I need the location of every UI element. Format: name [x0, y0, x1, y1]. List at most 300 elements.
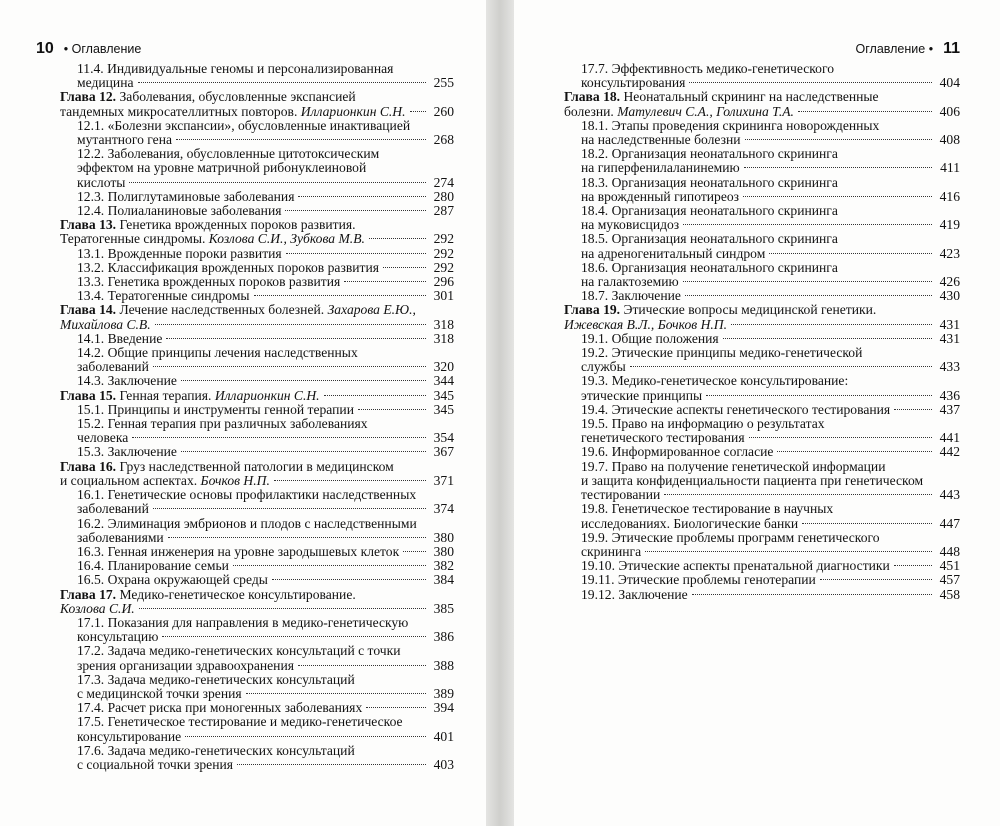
toc-line-text: 19.7. Право на получение генетической информации — [581, 458, 886, 474]
toc-line — [581, 531, 960, 545]
toc-line — [77, 417, 454, 431]
toc-line-content — [77, 261, 379, 275]
toc-line-text: 13.1. Врожденные пороки развития — [77, 245, 282, 261]
toc-page-number: 458 — [939, 586, 960, 602]
toc-line — [581, 176, 960, 190]
toc-page-number: 436 — [939, 387, 960, 403]
book-gutter — [486, 0, 514, 826]
toc-line-content — [60, 318, 151, 332]
toc-line — [581, 573, 960, 587]
toc-line-content — [581, 332, 719, 346]
dot-leader — [744, 167, 932, 168]
toc-line-content — [77, 190, 294, 204]
toc-line-text: на наследственные болезни — [581, 132, 741, 148]
toc-section-entry — [60, 332, 454, 346]
toc-line-text: 17.4. Расчет риска при моногенных заболеваниях — [77, 700, 363, 716]
toc-line-content — [77, 431, 128, 445]
toc-line-text: 18.7. Заключение — [581, 288, 681, 304]
toc-line — [581, 431, 960, 445]
dot-leader — [358, 409, 426, 410]
toc-chapter-entry — [60, 588, 454, 616]
dot-leader — [630, 366, 932, 367]
toc-line-text: Этические вопросы медицинской генетики. — [623, 302, 877, 318]
dot-leader — [383, 267, 426, 268]
toc-section-entry — [564, 403, 960, 417]
toc-line — [77, 659, 454, 673]
toc-line-text: 16.5. Охрана окружающей среды — [77, 572, 268, 588]
toc-page-number: 301 — [433, 288, 454, 304]
toc-line-text: 19.1. Общие положения — [581, 330, 719, 346]
dot-leader — [645, 551, 932, 552]
toc-line-content — [77, 730, 181, 744]
dot-leader — [802, 523, 932, 524]
right-toc — [564, 62, 960, 602]
dot-leader — [689, 82, 932, 83]
toc-line — [77, 630, 454, 644]
toc-section-entry — [60, 644, 454, 672]
toc-section-entry — [564, 588, 960, 602]
dot-leader — [237, 764, 426, 765]
toc-line-text: 19.5. Право на информацию о результатах — [581, 416, 825, 432]
toc-page-number: 274 — [433, 174, 454, 190]
toc-page-number: 451 — [939, 558, 960, 574]
toc-line — [581, 62, 960, 76]
toc-page-number: 403 — [433, 756, 454, 772]
toc-line — [77, 715, 454, 729]
toc-line-content — [77, 176, 125, 190]
toc-line-text: и защита конфиденциальности пациента при генетическом — [581, 472, 924, 488]
toc-page-number: 431 — [939, 316, 960, 332]
toc-line — [581, 119, 960, 133]
toc-page-number: 431 — [939, 330, 960, 346]
toc-section-entry — [60, 517, 454, 545]
dot-leader — [769, 253, 932, 254]
toc-line — [77, 488, 454, 502]
toc-section-entry — [60, 559, 454, 573]
toc-section-entry — [60, 715, 454, 743]
toc-page-number: 394 — [433, 700, 454, 716]
toc-section-entry — [564, 176, 960, 204]
toc-line — [564, 105, 960, 119]
toc-line — [60, 588, 454, 602]
toc-line — [77, 559, 454, 573]
toc-line-text: 19.8. Генетическое тестирование в научных — [581, 501, 834, 517]
toc-line-content — [60, 232, 365, 246]
chapter-label: Глава 15. — [60, 387, 117, 403]
toc-line — [581, 161, 960, 175]
dot-leader — [723, 338, 932, 339]
toc-line-text: мутантного гена — [77, 132, 172, 148]
toc-line-text: 16.4. Планирование семьи — [77, 558, 229, 574]
toc-line-text: 15.1. Принципы и инструменты генной терапии — [77, 401, 354, 417]
toc-line — [581, 374, 960, 388]
dot-leader — [233, 565, 426, 566]
toc-section-entry — [60, 190, 454, 204]
dot-leader — [139, 608, 426, 609]
toc-section-entry — [60, 573, 454, 587]
dot-leader — [683, 224, 932, 225]
dot-leader — [731, 324, 932, 325]
toc-line — [77, 204, 454, 218]
toc-line-text: с медицинской точки зрения — [77, 685, 242, 701]
toc-line-text: исследованиях. Биологические банки — [581, 515, 799, 531]
toc-line-text: 17.1. Показания для направления в медико-генетическую — [77, 614, 409, 630]
toc-section-entry — [564, 531, 960, 559]
toc-line — [581, 147, 960, 161]
toc-line-content — [581, 275, 679, 289]
toc-page-number: 385 — [433, 600, 454, 616]
toc-line-text: 14.2. Общие принципы лечения наследственных — [77, 345, 358, 361]
toc-line-content — [77, 204, 281, 218]
dot-leader — [685, 295, 932, 296]
toc-section-entry — [564, 232, 960, 260]
toc-section-entry — [564, 346, 960, 374]
toc-line-text: болезни. — [564, 103, 614, 119]
toc-line — [581, 275, 960, 289]
dot-leader — [743, 196, 932, 197]
toc-page-number: 437 — [939, 401, 960, 417]
toc-line — [581, 332, 960, 346]
toc-section-entry — [564, 332, 960, 346]
toc-line — [77, 275, 454, 289]
toc-page-number: 406 — [939, 103, 960, 119]
toc-page-number: 441 — [939, 430, 960, 446]
toc-page-number: 292 — [433, 231, 454, 247]
toc-section-entry — [564, 62, 960, 90]
dot-leader — [246, 693, 426, 694]
toc-line — [60, 602, 454, 616]
toc-line — [77, 673, 454, 687]
toc-section-entry — [564, 417, 960, 445]
toc-line-text: 12.4. Полиаланиновые заболевания — [77, 203, 282, 219]
chapter-label: Глава 13. — [60, 217, 117, 233]
toc-page-number: 260 — [433, 103, 454, 119]
toc-section-entry — [564, 204, 960, 232]
toc-line-text: консультирования — [581, 75, 686, 91]
toc-section-entry — [564, 559, 960, 573]
toc-line — [581, 190, 960, 204]
toc-line-text: 18.3. Организация неонатального скрининга — [581, 174, 838, 190]
toc-page-number: 401 — [433, 728, 454, 744]
toc-line-content — [581, 431, 745, 445]
toc-line-text: на муковисцидоз — [581, 217, 680, 233]
toc-chapter-entry — [60, 218, 454, 246]
toc-line — [581, 488, 960, 502]
toc-line — [564, 90, 960, 104]
toc-line-content — [60, 474, 270, 488]
toc-line-text: тандемных микросателлитных повторов. — [60, 103, 298, 119]
toc-line — [77, 687, 454, 701]
toc-line — [77, 730, 454, 744]
toc-line — [581, 133, 960, 147]
toc-section-entry — [564, 119, 960, 147]
toc-line — [77, 502, 454, 516]
toc-page-number: 380 — [433, 529, 454, 545]
toc-line — [60, 460, 454, 474]
dot-leader — [820, 579, 932, 580]
toc-line-text: Генная терапия. — [119, 387, 212, 403]
toc-page-number: 442 — [939, 444, 960, 460]
toc-line-content — [581, 588, 688, 602]
toc-line-text: 13.4. Тератогенные синдромы — [77, 288, 250, 304]
toc-line-text: 16.2. Элиминация эмбрионов и плодов с наследственными — [77, 515, 417, 531]
toc-section-entry — [564, 147, 960, 175]
toc-page-number: 367 — [433, 444, 454, 460]
dot-leader — [366, 707, 426, 708]
toc-page-number: 280 — [433, 188, 454, 204]
dot-leader — [749, 437, 932, 438]
dot-leader — [894, 565, 932, 566]
toc-line — [581, 445, 960, 459]
dot-leader — [777, 451, 932, 452]
dot-leader — [176, 139, 426, 140]
toc-line-content — [581, 445, 773, 459]
left-toc — [60, 62, 454, 772]
toc-page-number: 457 — [939, 572, 960, 588]
toc-page-number: 426 — [939, 274, 960, 290]
toc-line-text: 18.2. Организация неонатального скрининга — [581, 146, 838, 162]
toc-line — [581, 360, 960, 374]
toc-line-text: службы — [581, 359, 626, 375]
left-page — [0, 0, 486, 826]
right-page-number: 11 — [943, 40, 960, 57]
toc-line-content — [77, 403, 354, 417]
toc-line-content — [581, 161, 740, 175]
toc-line — [77, 147, 454, 161]
toc-line — [77, 644, 454, 658]
toc-line-content — [564, 318, 727, 332]
toc-line-content — [581, 389, 702, 403]
dot-leader — [132, 437, 426, 438]
toc-line-text: этические принципы — [581, 387, 703, 403]
toc-line — [60, 105, 454, 119]
toc-chapter-entry — [60, 303, 454, 331]
toc-section-entry — [564, 573, 960, 587]
toc-section-entry — [60, 701, 454, 715]
toc-page-number: 443 — [939, 487, 960, 503]
toc-line-content — [581, 573, 816, 587]
toc-line-text: заболеваний — [77, 501, 149, 517]
toc-line — [77, 445, 454, 459]
chapter-author: Матулевич С.А., Голихина Т.А. — [617, 103, 794, 119]
toc-line-content — [77, 545, 399, 559]
toc-line — [77, 374, 454, 388]
toc-line — [77, 616, 454, 630]
dot-leader — [664, 494, 932, 495]
dot-leader — [162, 636, 426, 637]
toc-line — [77, 758, 454, 772]
toc-line-content — [77, 76, 134, 90]
toc-line-text: Груз наследственной патологии в медицинском — [119, 458, 394, 474]
chapter-label: Глава 18. — [564, 89, 621, 105]
toc-line-content — [77, 758, 233, 772]
toc-line-content — [60, 105, 406, 119]
toc-line-content — [581, 76, 685, 90]
toc-page-number: 384 — [433, 572, 454, 588]
toc-line — [77, 517, 454, 531]
toc-line-content — [77, 247, 282, 261]
toc-line-text: заболеваниями — [77, 529, 164, 545]
chapter-author: Козлова С.И. — [60, 600, 135, 616]
toc-page-number: 433 — [939, 359, 960, 375]
toc-line-text: 18.6. Организация неонатального скрининга — [581, 259, 838, 275]
toc-section-entry — [60, 616, 454, 644]
toc-line-text: 14.1. Введение — [77, 330, 163, 346]
toc-line-text: и социальном аспектах. — [60, 472, 198, 488]
toc-line — [77, 346, 454, 360]
toc-line — [581, 559, 960, 573]
toc-line-content — [581, 133, 741, 147]
toc-line — [581, 247, 960, 261]
toc-line-content — [77, 374, 177, 388]
toc-page-number: 382 — [433, 558, 454, 574]
toc-section-entry — [564, 374, 960, 402]
toc-line — [77, 431, 454, 445]
chapter-author: Михайлова С.В. — [60, 316, 151, 332]
toc-page-number: 296 — [433, 274, 454, 290]
toc-line-content — [564, 105, 794, 119]
toc-line-text: 19.11. Этические проблемы генотерапии — [581, 572, 816, 588]
dot-leader — [153, 508, 426, 509]
toc-line-text: на галактоземию — [581, 274, 679, 290]
toc-line-text: 16.1. Генетические основы профилактики наследственных — [77, 487, 417, 503]
toc-page-number: 371 — [433, 472, 454, 488]
toc-section-entry — [60, 545, 454, 559]
toc-line-text: 12.1. «Болезни экспансии», обусловленные инактивацией — [77, 117, 411, 133]
toc-section-entry — [60, 247, 454, 261]
toc-line-content — [581, 360, 626, 374]
toc-line — [581, 545, 960, 559]
dot-leader — [410, 111, 426, 112]
dot-leader — [274, 480, 426, 481]
toc-line — [77, 332, 454, 346]
toc-section-entry — [60, 374, 454, 388]
toc-section-entry — [60, 673, 454, 701]
toc-line-text: Неонатальный скрининг на наследственные — [623, 89, 879, 105]
toc-line-content — [581, 545, 641, 559]
toc-line — [581, 588, 960, 602]
toc-line-text: 18.1. Этапы проведения скрининга новорожденных — [581, 117, 880, 133]
dot-leader — [298, 665, 426, 666]
chapter-author: Ижевская В.Л., Бочков Н.П. — [564, 316, 728, 332]
toc-page-number: 292 — [433, 259, 454, 275]
toc-line-text: медицина — [77, 75, 134, 91]
toc-section-entry — [564, 261, 960, 289]
chapter-author: Бочков Н.П. — [200, 472, 270, 488]
toc-line — [60, 232, 454, 246]
dot-leader — [894, 409, 932, 410]
toc-line — [581, 346, 960, 360]
dot-leader — [254, 295, 426, 296]
toc-line-text: 18.5. Организация неонатального скрининга — [581, 231, 838, 247]
toc-line-content — [77, 701, 362, 715]
dot-leader — [129, 182, 426, 183]
toc-line-text: на адреногенитальный синдром — [581, 245, 766, 261]
toc-line-text: с социальной точки зрения — [77, 756, 234, 772]
dot-leader — [683, 281, 932, 282]
toc-line-text: Лечение наследственных болезней. — [119, 302, 325, 318]
toc-page-number: 320 — [433, 359, 454, 375]
toc-line — [581, 460, 960, 474]
toc-line-text: 15.2. Генная терапия при различных заболеваниях — [77, 416, 368, 432]
toc-line — [581, 474, 960, 488]
toc-line-text: тестировании — [581, 487, 661, 503]
toc-page-number: 389 — [433, 685, 454, 701]
toc-line — [581, 289, 960, 303]
toc-page-number: 318 — [433, 330, 454, 346]
toc-line-content — [77, 559, 229, 573]
toc-line-text: консультацию — [77, 629, 159, 645]
toc-line — [564, 318, 960, 332]
chapter-author: Илларионкин С.Н. — [214, 387, 320, 403]
toc-page-number: 268 — [433, 132, 454, 148]
toc-line — [60, 474, 454, 488]
toc-page-number: 408 — [939, 132, 960, 148]
toc-line-content — [581, 247, 765, 261]
toc-page-number: 448 — [939, 543, 960, 559]
chapter-author: Илларионкин С.Н. — [300, 103, 406, 119]
toc-line-content — [77, 275, 340, 289]
toc-line-content — [77, 133, 172, 147]
dot-leader — [706, 395, 932, 396]
toc-line-content — [581, 517, 798, 531]
toc-line-text: 19.12. Заключение — [581, 586, 688, 602]
toc-page-number: 255 — [433, 75, 454, 91]
toc-section-entry — [60, 346, 454, 374]
toc-line-content — [77, 289, 250, 303]
toc-page-number: 374 — [433, 501, 454, 517]
toc-line-text: 19.2. Этические принципы медико-генетической — [581, 345, 863, 361]
toc-line — [60, 218, 454, 232]
toc-line-text: Медико-генетическое консультирование. — [119, 586, 356, 602]
chapter-author: Козлова С.И., Зубкова М.В. — [208, 231, 365, 247]
toc-line-text: 17.7. Эффективность медико-генетического — [581, 61, 834, 76]
toc-line-text: на врожденный гипотиреоз — [581, 188, 740, 204]
toc-line-text: 17.5. Генетическое тестирование и медико-генетическое — [77, 714, 403, 730]
toc-line — [77, 360, 454, 374]
toc-line — [77, 545, 454, 559]
toc-line-content — [581, 190, 739, 204]
toc-line-content — [60, 602, 135, 616]
toc-section-entry — [60, 147, 454, 190]
toc-line-text: кислоты — [77, 174, 126, 190]
toc-line — [581, 403, 960, 417]
toc-line-content — [581, 488, 660, 502]
toc-line-content — [77, 332, 162, 346]
toc-line — [60, 90, 454, 104]
left-running-head-title: • Оглавление — [63, 42, 142, 56]
toc-page-number: 386 — [433, 629, 454, 645]
dot-leader — [181, 380, 426, 381]
toc-page-number: 416 — [939, 188, 960, 204]
right-running-head-title: Оглавление • — [855, 42, 934, 56]
dot-leader — [185, 736, 426, 737]
toc-page-number: 411 — [940, 160, 960, 176]
dot-leader — [272, 579, 426, 580]
toc-line-text: 19.10. Этические аспекты пренатальной диагностики — [581, 558, 890, 574]
toc-section-entry — [60, 417, 454, 445]
toc-page-number: 380 — [433, 543, 454, 559]
toc-line-content — [77, 630, 158, 644]
dot-leader — [285, 210, 426, 211]
toc-line-content — [77, 502, 149, 516]
toc-line — [77, 76, 454, 90]
toc-chapter-entry — [564, 303, 960, 331]
toc-page-number: 404 — [939, 75, 960, 91]
toc-line-text: заболеваний — [77, 359, 149, 375]
toc-line — [581, 232, 960, 246]
toc-line — [581, 204, 960, 218]
